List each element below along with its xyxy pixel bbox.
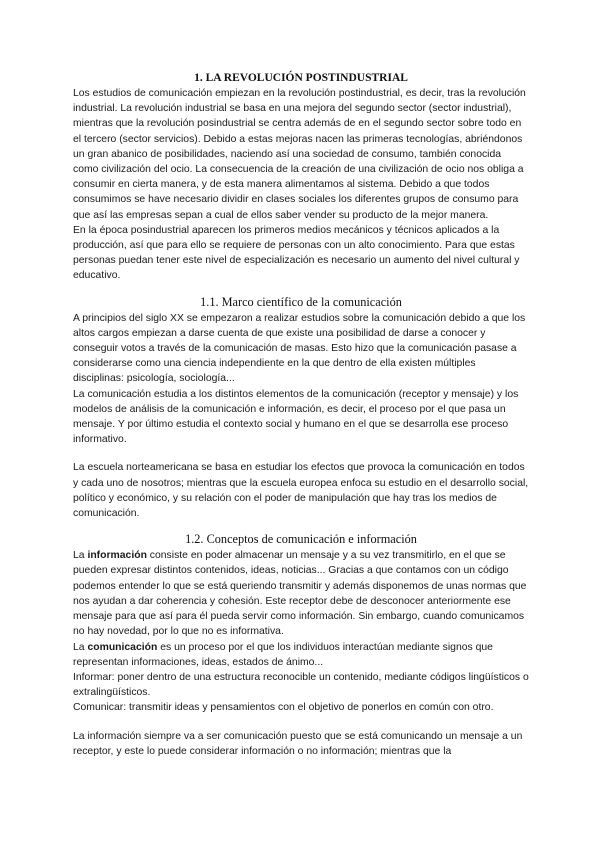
- section-1-paragraph-2: En la época posindustrial aparecen los primeros medios mecánicos y técnicos aplicados a la producción, así que para ello se requiere de personas con un alto conocimiento. Para que estas personas puedan tener este nivel de especialización es necesario un aumento del nivel cultural y educativo.: [73, 224, 520, 282]
- text-run: es un proceso por el que los individuos interactúan mediante signos que representan informaciones, ideas, estados de ánimo...: [73, 641, 493, 668]
- text-run: consiste en poder almacenar un mensaje y a su vez transmitirlo, en el que se pueden expresar distintos contenidos, ideas, noticias... Gracias a que contamos con un código podemos entender lo que se está queriendo transmitir y además disponemos de unas normas que nos ayudan a dar coherencia y cohesión. Este receptor debe de desconocer anteriormente ese mensaje para que así para él pueda servir como información. Sin embargo, cuando comunicamos no hay novedad, por lo que no es informativa.: [73, 550, 527, 638]
- text-run: La: [73, 550, 88, 562]
- term-informacion: información: [87, 550, 147, 562]
- section-1-1-paragraph-3: La escuela norteamericana se basa en estudiar los efectos que provoca la comunicación en todos y cada uno de nosotros; mientras que la escuela europea enfoca su estudio en el desarrollo social, político y económico, y su relación con el poder de manipulación que hay tras los medios de comunicación.: [73, 462, 529, 520]
- section-1-2-paragraph-2: [73, 640, 529, 670]
- section-1-1-paragraph-1: A principios del siglo XX se empezaron a realizar estudios sobre la comunicación debido a que los altos cargos empiezan a darse cuenta de que existe una posibilidad de darse a conocer y conseguir votos a través de la comunicación de masas. Esto hizo que la comunicación pasase a considerarse como una ciencia independiente en la que dentro de ella existen múltiples disciplinas: psicología, sociología...: [73, 312, 526, 385]
- section-1-2-heading: 1.2. Conceptos de comunicación e información: [185, 532, 417, 547]
- document-body: [73, 70, 529, 759]
- section-1-1-paragraph-2: La comunicación estudia a los distintos elementos de la comunicación (receptor y mensaje) y los modelos de análisis de la comunicación e información, es decir, el proceso por el que pasa un mensaje. Y por último estudia el contexto social y humano en el que se desarrolla ese proceso informativo.: [73, 388, 519, 446]
- section-1-2-paragraph-5: La información siempre va a ser comunicación puesto que se está comunicando un mensaje a un receptor, y este lo puede considerar información o no información; mientras que la: [73, 730, 523, 757]
- section-1-1-heading: 1.1. Marco científico de la comunicación: [200, 294, 402, 309]
- section-1-2-paragraph-1: [73, 548, 529, 639]
- section-1-heading: 1. LA REVOLUCIÓN POSTINDUSTRIAL: [194, 72, 408, 84]
- text-run: La: [73, 641, 88, 653]
- definition-comunicar: Comunicar: transmitir ideas y pensamientos con el objetivo de ponerlos en común con otro.: [73, 702, 494, 714]
- section-1-paragraph-1: Los estudios de comunicación empiezan en la revolución postindustrial, es decir, tras la revolución industrial. La revolución industrial se basa en una mejora del segundo sector (sector industrial), mientras que la revolución posindustrial se centra además de en el segundo sector sobre todo en el tercero (sector servicios). Debido a estas mejoras nacen las primeras tecnologías, abriéndonos un gran abanico de posibilidades, naciendo así una sociedad de consumo, también conocida como civilización del ocio. La consecuencia de la creación de una civilización de ocio nos obliga a consumir en cierta manera, y de esta manera alimentamos al sistema. Debido a que todos consumimos se have necesario dividir en clases sociales los diferentes grupos de consumo para que así las empresas sepan a cual de ellos saber vender su producto de la mejor manera.: [73, 88, 526, 221]
- term-comunicacion: comunicación: [87, 641, 158, 653]
- definition-informar: Informar: poner dentro de una estructura reconocible un contenido, mediante códigos lingüísticos o extralingüísticos.: [73, 671, 529, 699]
